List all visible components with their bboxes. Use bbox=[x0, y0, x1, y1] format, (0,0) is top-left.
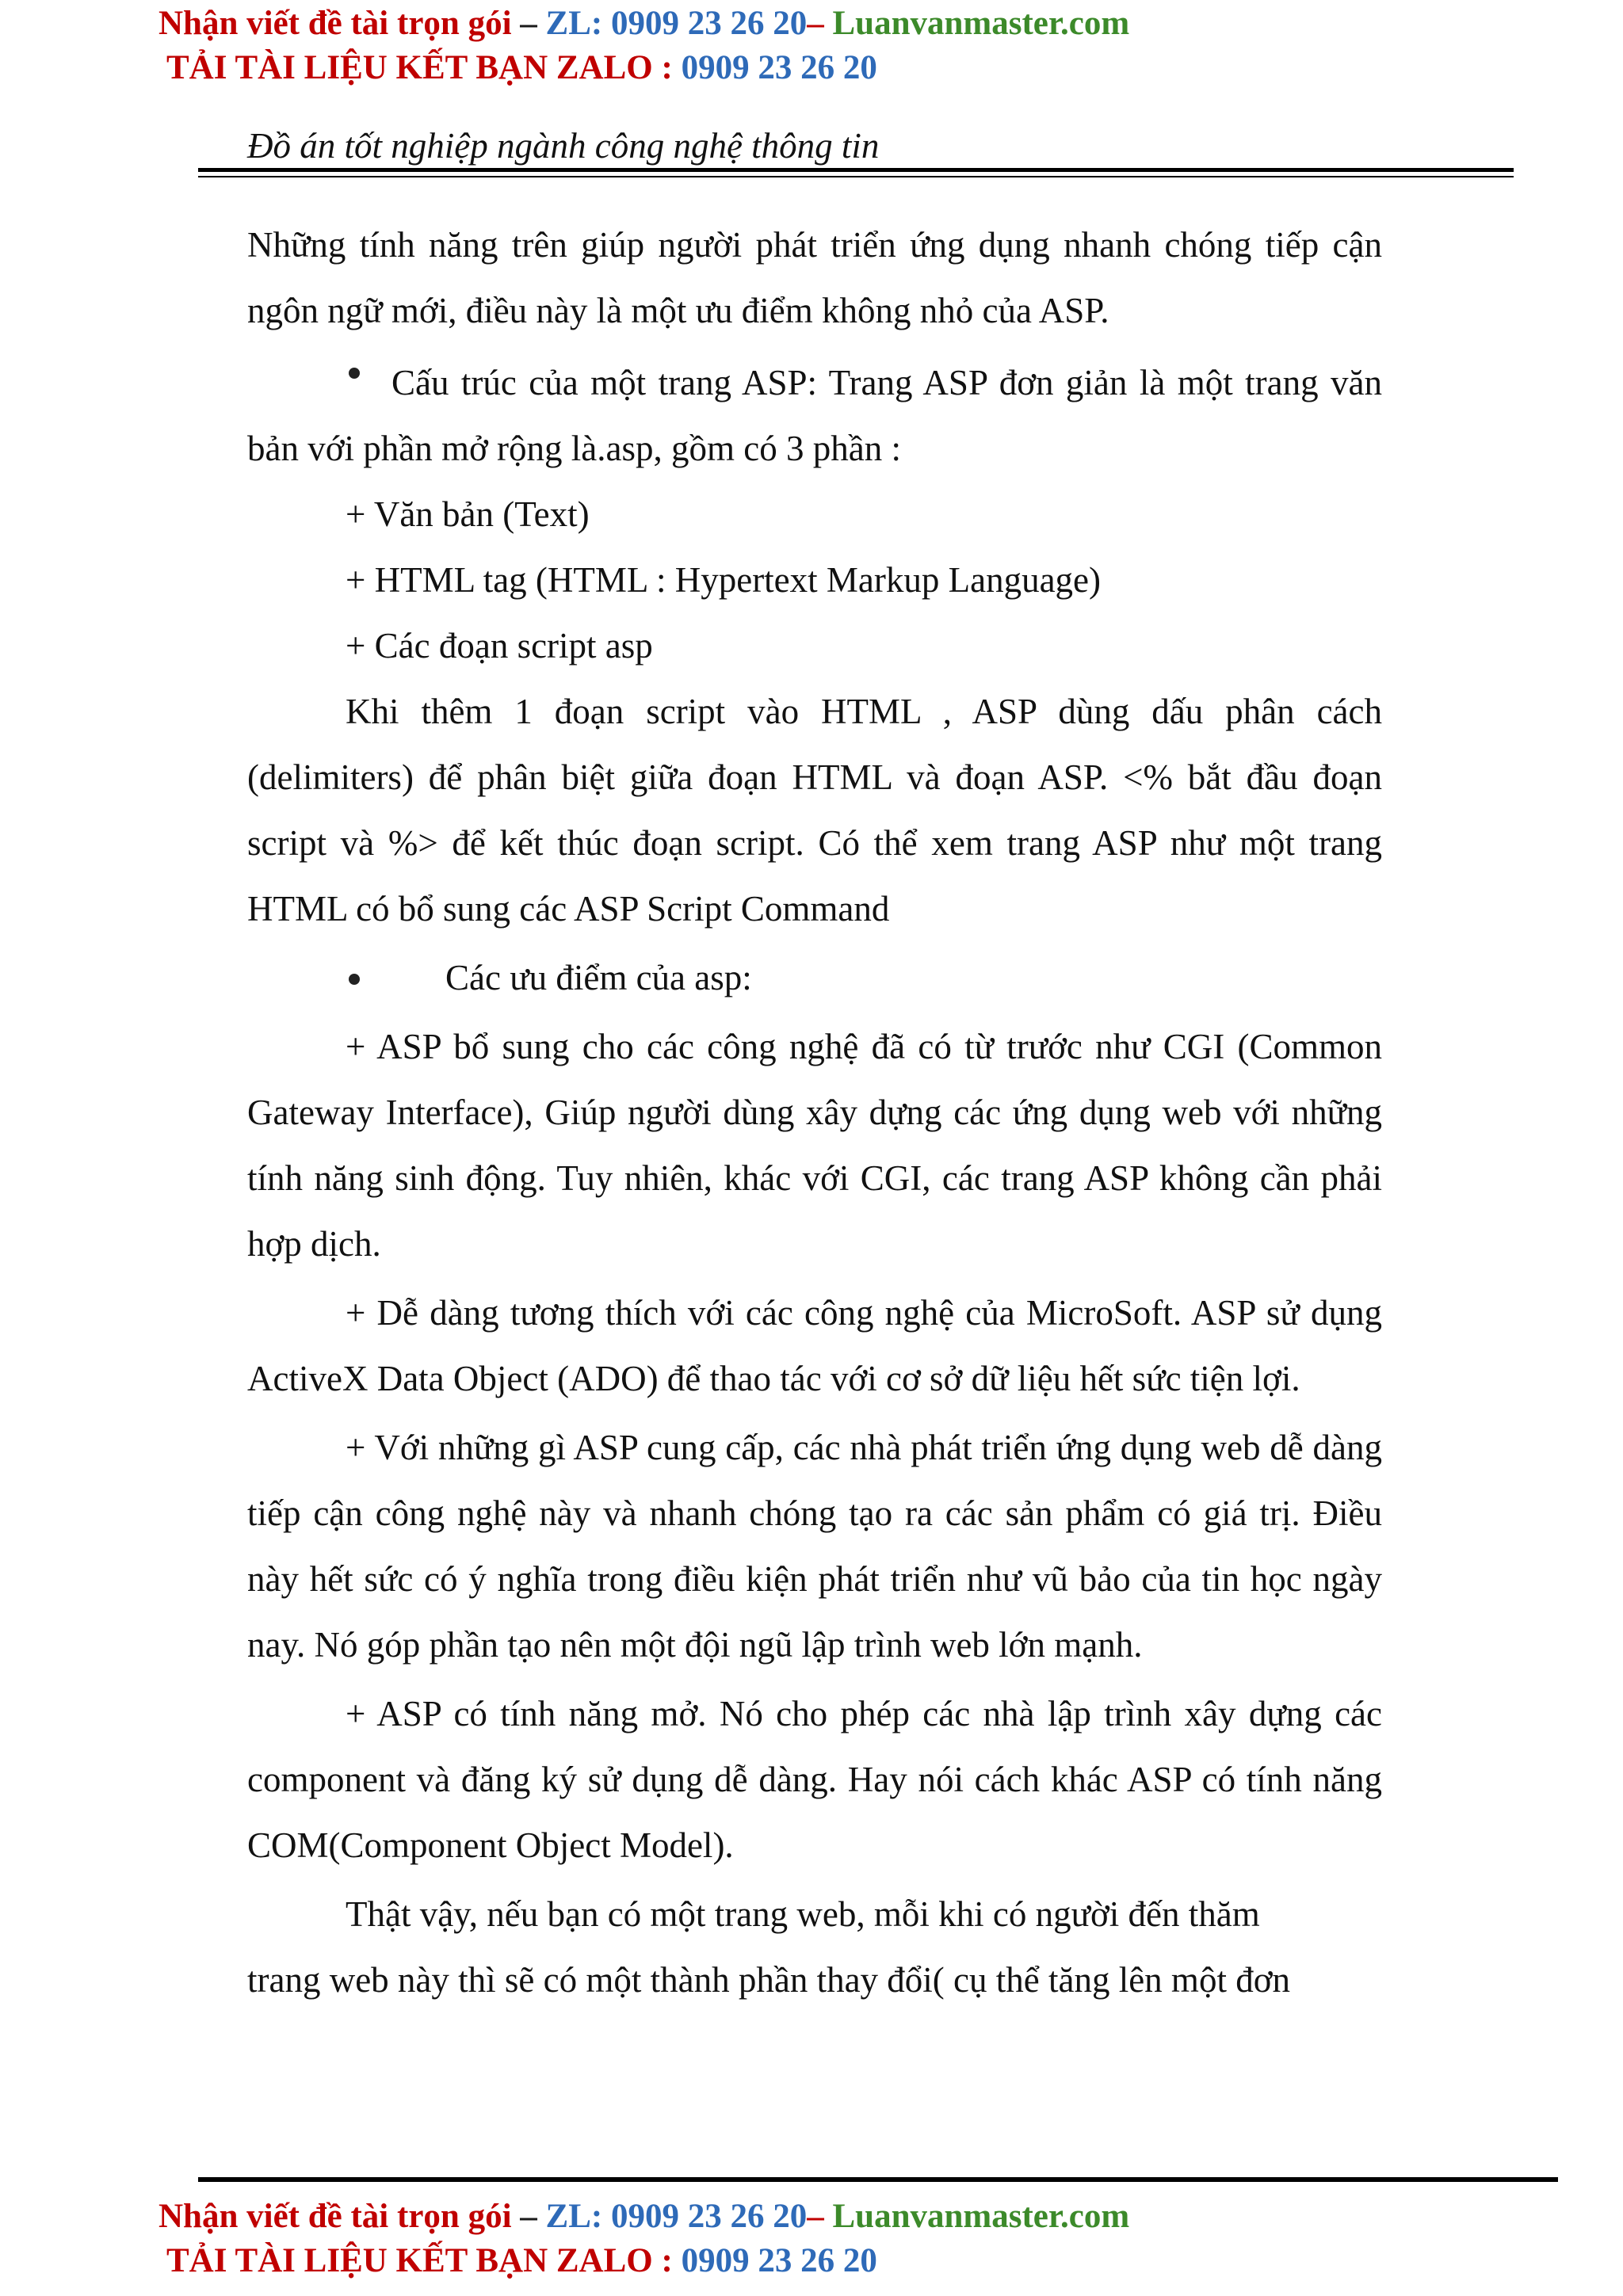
list-item-text: + Văn bản (Text) bbox=[346, 494, 590, 534]
banner-website[interactable]: Luanvanmaster.com bbox=[832, 2198, 1130, 2235]
paragraph-advantage-open: + ASP có tính năng mở. Nó cho phép các nhà lập trình xây dựng các component và đăng ký sử dụng dễ dàng. Hay nói cách khác ASP có tính năng COM(Component Object Model). bbox=[247, 1694, 1382, 1865]
bullet-icon bbox=[349, 974, 360, 985]
banner-zalo-label: TẢI TÀI LIỆU KẾT BẠN ZALO : bbox=[166, 49, 673, 86]
paragraph-advantage-developers: + Với những gì ASP cung cấp, các nhà phát triển ứng dụng web dễ dàng tiếp cận công nghệ này và nhanh chóng tạo ra các sản phẩm có giá trị. Điều này hết sức có ý nghĩa trong điều kiện phát triển như vũ bảo của tin học ngày nay. Nó góp phần tạo nên một đội ngũ lập trình web lớn mạnh. bbox=[247, 1428, 1382, 1665]
paragraph-advantage-cgi: + ASP bổ sung cho các công nghệ đã có từ trước như CGI (Common Gateway Interface), Giúp người dùng xây dựng các ứng dụng web với những tính năng sinh động. Tuy nhiên, khác với CGI, các trang ASP không cần phải hợp dịch. bbox=[247, 1027, 1382, 1264]
top-banner-line2 bbox=[166, 46, 877, 90]
running-head: Đồ án tốt nghiệp ngành công nghệ thông tin bbox=[247, 126, 880, 166]
header-rule-thick bbox=[198, 168, 1514, 172]
paragraph-advantage-microsoft: + Dễ dàng tương thích với các công nghệ của MicroSoft. ASP sử dụng ActiveX Data Object (ADO) để thao tác với cơ sở dữ liệu hết sức tiện lợi. bbox=[247, 1293, 1382, 1398]
banner-zalo-label: TẢI TÀI LIỆU KẾT BẠN ZALO : bbox=[166, 2242, 673, 2279]
bottom-banner-line1: Nhận viết đề tài trọn gói – ZL: 0909 23 26 20– Luanvanmaster.com bbox=[158, 2198, 1130, 2235]
banner-zalo-number: ZL: 0909 23 26 20 bbox=[545, 5, 808, 42]
list-item-script: + Các đoạn script asp bbox=[346, 626, 653, 666]
banner-zalo-number: ZL: 0909 23 26 20 bbox=[545, 2198, 808, 2235]
bullet-structure-text: Cấu trúc của một trang ASP: Trang ASP đơn giản là một trang văn bản với phần mở rộng là.asp, gồm có 3 phần : bbox=[247, 363, 1382, 468]
bullet-advantages bbox=[247, 945, 1382, 1011]
header-rule-thin bbox=[198, 176, 1514, 177]
banner-service-text: Nhận viết đề tài trọn gói bbox=[158, 5, 512, 42]
list-item-html-tag: + HTML tag (HTML : Hypertext Markup Language) bbox=[346, 560, 1102, 600]
banner-zalo-phone: 0909 23 26 20 bbox=[672, 49, 877, 86]
bullet-advantages-text: Các ưu điểm của asp: bbox=[445, 958, 752, 997]
footer-rule bbox=[198, 2177, 1558, 2182]
banner-website[interactable]: Luanvanmaster.com bbox=[832, 5, 1130, 42]
banner-zalo-phone: 0909 23 26 20 bbox=[672, 2242, 877, 2279]
bullet-icon bbox=[349, 368, 360, 379]
paragraph-1: Những tính năng trên giúp người phát triển ứng dụng nhanh chóng tiếp cận ngôn ngữ mới, điều này là một ưu điểm không nhỏ của ASP. bbox=[247, 225, 1382, 330]
bullet-structure bbox=[247, 350, 1382, 482]
paragraph-delimiters: Khi thêm 1 đoạn script vào HTML , ASP dùng dấu phân cách (delimiters) để phân biệt giữa đoạn HTML và đoạn ASP. <% bắt đầu đoạn script và %> để kết thúc đoạn script. Có thể xem trang ASP như một trang HTML có bổ sung các ASP Script Command bbox=[247, 692, 1382, 929]
page-body bbox=[247, 212, 1382, 2013]
top-banner-line1: Nhận viết đề tài trọn gói – ZL: 0909 23 26 20– Luanvanmaster.com bbox=[158, 5, 1130, 42]
banner-service-text: Nhận viết đề tài trọn gói bbox=[158, 2198, 512, 2235]
paragraph-example: Thật vậy, nếu bạn có một trang web, mỗi khi có người đến thăm trang web này thì sẽ có một thành phần thay đổi( cụ thể tăng lên một đơn bbox=[247, 1894, 1290, 2000]
bottom-banner-line2 bbox=[166, 2239, 877, 2283]
